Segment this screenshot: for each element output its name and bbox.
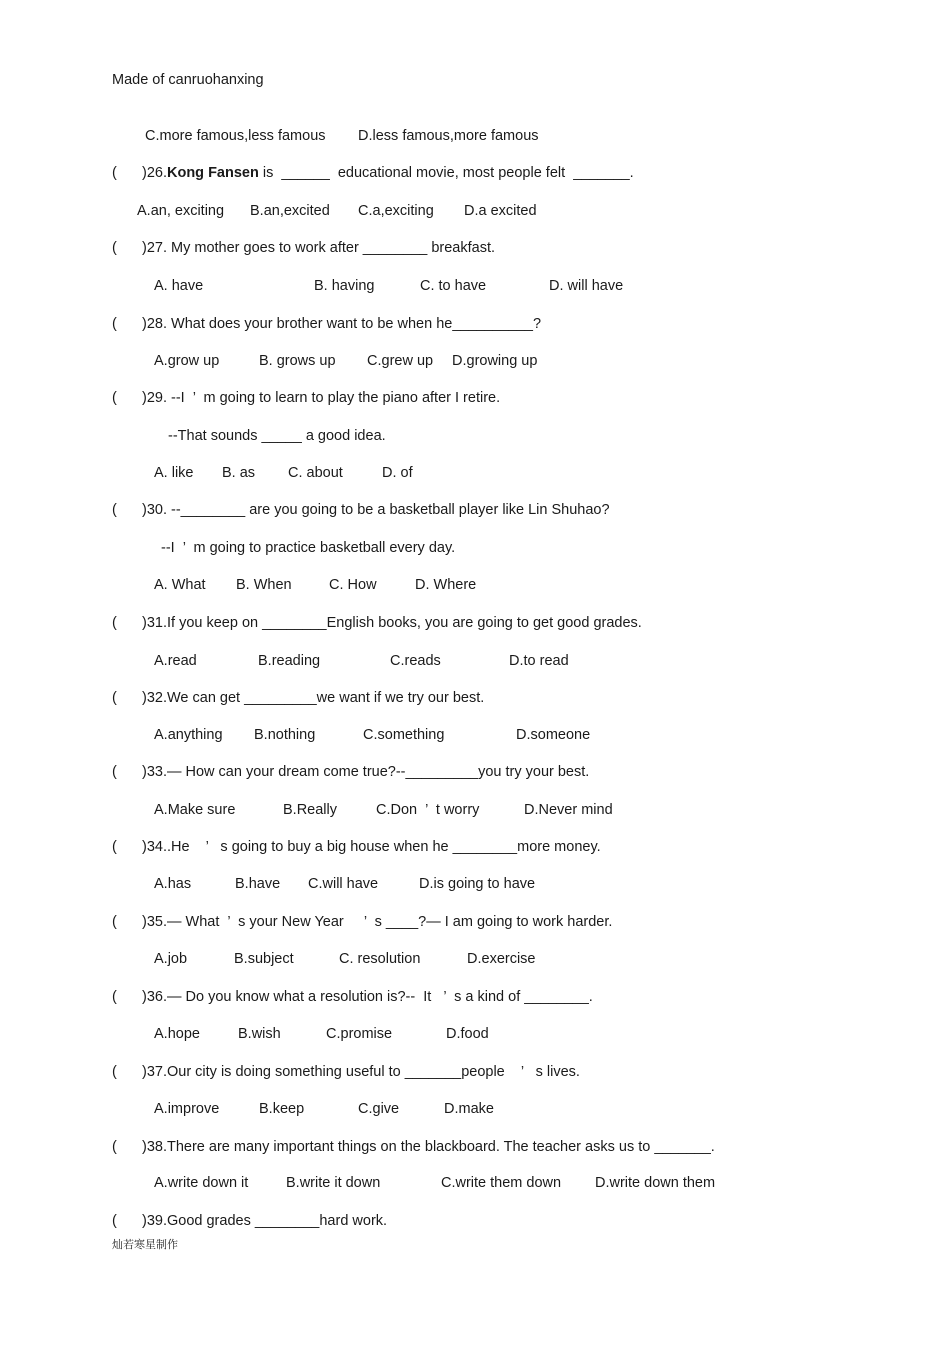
q36-option-c: C.promise xyxy=(326,1026,393,1042)
question-27: ( )27. My mother goes to work after ________ breakfast. xyxy=(112,240,496,256)
q29-option-b: B. as xyxy=(222,465,256,481)
q32-option-a: A.anything xyxy=(154,727,223,743)
question-39: ( )39.Good grades ________hard work. xyxy=(112,1213,388,1229)
q26-option-b: B.an,excited xyxy=(250,203,330,219)
q32-option-c: C.something xyxy=(363,727,445,743)
q31-option-a: A.read xyxy=(154,653,197,669)
q30-option-c: C. How xyxy=(329,577,377,593)
q31-option-d: D.to read xyxy=(509,653,569,669)
q34-option-c: C.will have xyxy=(308,876,379,892)
q28-option-c: C.grew up xyxy=(367,353,434,369)
q26-option-a: A.an, exciting xyxy=(137,203,225,219)
q33-option-d: D.Never mind xyxy=(524,802,613,818)
q28-option-a: A.grow up xyxy=(154,353,220,369)
question-37: ( )37.Our city is doing something useful to _______people ’ s lives. xyxy=(112,1064,580,1080)
q35-option-a: A.job xyxy=(154,951,188,967)
question-29-line-2: --That sounds _____ a good idea. xyxy=(168,428,386,444)
q27-option-c: C. to have xyxy=(420,278,487,294)
question-26-bold-name: Kong Fansen xyxy=(167,165,259,181)
q33-option-b: B.Really xyxy=(283,802,337,818)
question-31: ( )31.If you keep on ________English books, you are going to get good grades. xyxy=(112,615,642,631)
question-29: ( )29. --I ’ m going to learn to play the piano after I retire. xyxy=(112,390,501,406)
question-30: ( )30. --________ are you going to be a basketball player like Lin Shuhao? xyxy=(112,502,610,518)
q33-option-a: A.Make sure xyxy=(154,802,236,818)
q37-option-c: C.give xyxy=(358,1101,400,1117)
q30-option-a: A. What xyxy=(154,577,206,593)
q32-option-b: B.nothing xyxy=(254,727,316,743)
q27-option-b: B. having xyxy=(314,278,375,294)
page-header: Made of canruohanxing xyxy=(112,72,264,88)
q38-option-c: C.write them down xyxy=(441,1175,562,1191)
q37-option-b: B.keep xyxy=(259,1101,305,1117)
question-26: ( )26.Kong Fansen is ______ educational movie, most people felt _______. xyxy=(112,165,634,181)
q36-option-b: B.wish xyxy=(238,1026,281,1042)
q29-option-c: C. about xyxy=(288,465,343,481)
q34-option-d: D.is going to have xyxy=(419,876,536,892)
question-38: ( )38.There are many important things on the blackboard. The teacher asks us to _______. xyxy=(112,1139,715,1155)
question-28: ( )28. What does your brother want to be when he__________? xyxy=(112,316,542,332)
q38-option-d: D.write down them xyxy=(595,1175,716,1191)
q27-option-a: A. have xyxy=(154,278,204,294)
q34-option-a: A.has xyxy=(154,876,192,892)
page-footer: 灿若寒星制作 xyxy=(112,1238,178,1251)
q38-option-b: B.write it down xyxy=(286,1175,381,1191)
question-33: ( )33.— How can your dream come true?--_________you try your best. xyxy=(112,764,590,780)
q37-option-a: A.improve xyxy=(154,1101,220,1117)
question-36: ( )36.— Do you know what a resolution is?-- It ’ s a kind of ________. xyxy=(112,989,593,1005)
q26-option-d: D.a excited xyxy=(464,203,537,219)
q35-option-b: B.subject xyxy=(234,951,294,967)
q36-option-a: A.hope xyxy=(154,1026,200,1042)
q29-option-a: A. like xyxy=(154,465,194,481)
q26-option-c: C.a,exciting xyxy=(358,203,434,219)
q34-option-b: B.have xyxy=(235,876,281,892)
question-30-line-2: --I ’ m going to practice basketball every day. xyxy=(161,540,456,556)
question-35: ( )35.— What ’ s your New Year ’ s ____?— I am going to work harder. xyxy=(112,914,613,930)
q36-option-d: D.food xyxy=(446,1026,489,1042)
question-32: ( )32.We can get _________we want if we try our best. xyxy=(112,690,485,706)
q31-option-b: B.reading xyxy=(258,653,321,669)
q30-option-d: D. Where xyxy=(415,577,477,593)
q27-option-d: D. will have xyxy=(549,278,624,294)
q28-option-b: B. grows up xyxy=(259,353,336,369)
q33-option-c: C.Don ’ t worry xyxy=(376,802,480,818)
q25-option-d: D.less famous,more famous xyxy=(358,128,539,144)
question-34: ( )34..He ’ s going to buy a big house when he ________more money. xyxy=(112,839,601,855)
q28-option-d: D.growing up xyxy=(452,353,538,369)
q35-option-c: C. resolution xyxy=(339,951,421,967)
q30-option-b: B. When xyxy=(236,577,292,593)
q32-option-d: D.someone xyxy=(516,727,591,743)
q37-option-d: D.make xyxy=(444,1101,494,1117)
q35-option-d: D.exercise xyxy=(467,951,536,967)
q31-option-c: C.reads xyxy=(390,653,441,669)
q29-option-d: D. of xyxy=(382,465,413,481)
q38-option-a: A.write down it xyxy=(154,1175,249,1191)
q25-option-c: C.more famous,less famous xyxy=(145,128,326,144)
